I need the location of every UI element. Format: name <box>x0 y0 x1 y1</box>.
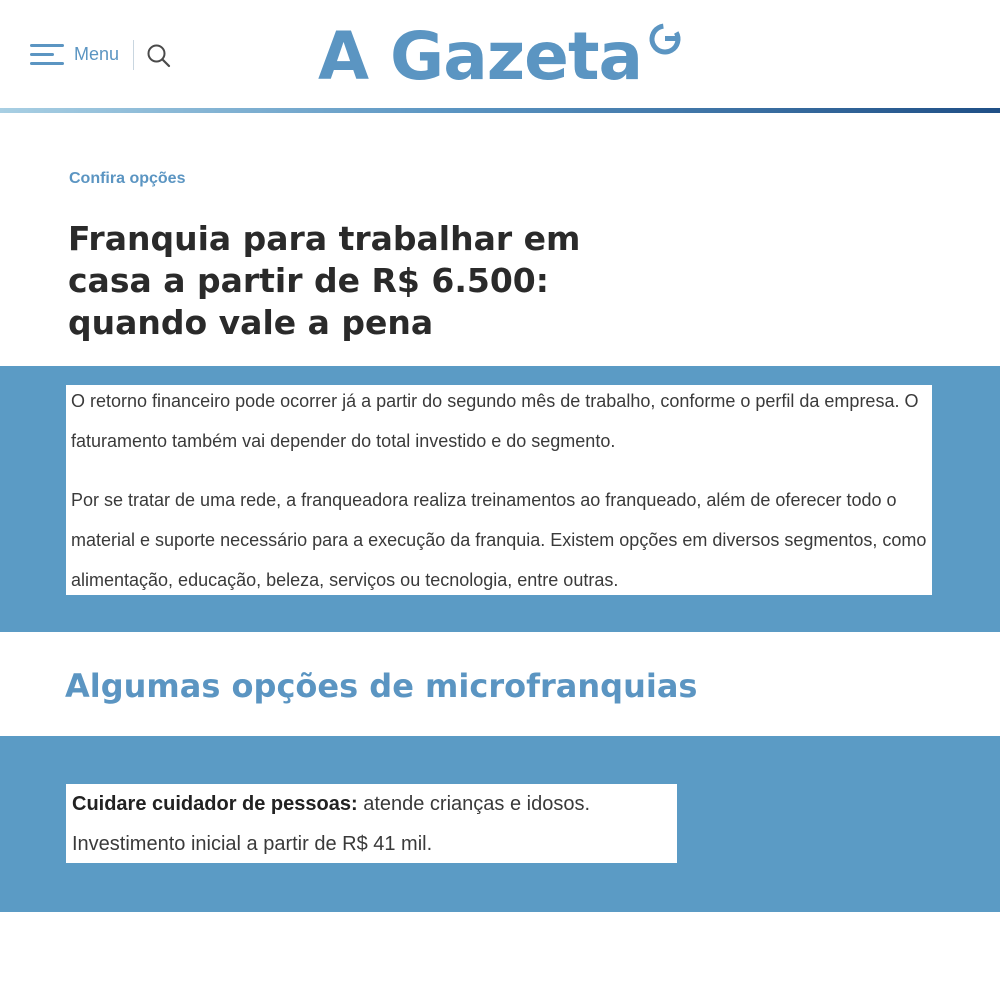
g-mark-icon <box>648 22 682 56</box>
option-investment: Investimento inicial a partir de R$ 41 mil. <box>72 833 433 855</box>
logo-text: A Gazeta <box>318 18 643 95</box>
hamburger-icon <box>30 40 64 68</box>
site-logo[interactable] <box>318 18 682 98</box>
option-card <box>66 784 677 863</box>
article-kicker[interactable]: Confira opções <box>69 170 186 187</box>
article-paragraph: O retorno financeiro pode ocorrer já a partir do segundo mês de trabalho, conforme o perfil da empresa. O faturamento também vai depender do total investido e do segmento. <box>71 391 919 451</box>
menu-label: Menu <box>74 43 120 64</box>
option-name: Cuidare cuidador de pessoas: <box>72 793 358 815</box>
search-icon <box>146 43 172 69</box>
site-header <box>0 0 1000 108</box>
header-rule <box>0 108 1000 113</box>
article-paragraph: Por se tratar de uma rede, a franqueadora realiza treinamentos ao franqueado, além de oferecer todo o material e suporte necessário para a execução da franquia. Existem opções em diversos segmentos, como alimentação, educação, beleza, serviços ou tecnologia, entre outras. <box>71 490 927 590</box>
section-title: Algumas opções de microfranquias <box>65 667 698 705</box>
search-button[interactable] <box>146 43 172 69</box>
article-headline: Franquia para trabalhar em casa a partir de R$ 6.500: quando vale a pena <box>68 219 581 342</box>
header-divider <box>133 40 134 70</box>
menu-button[interactable] <box>30 36 119 72</box>
option-line <box>66 784 677 824</box>
paragraph-card <box>66 385 932 595</box>
option-description: atende crianças e idosos. <box>357 793 591 815</box>
